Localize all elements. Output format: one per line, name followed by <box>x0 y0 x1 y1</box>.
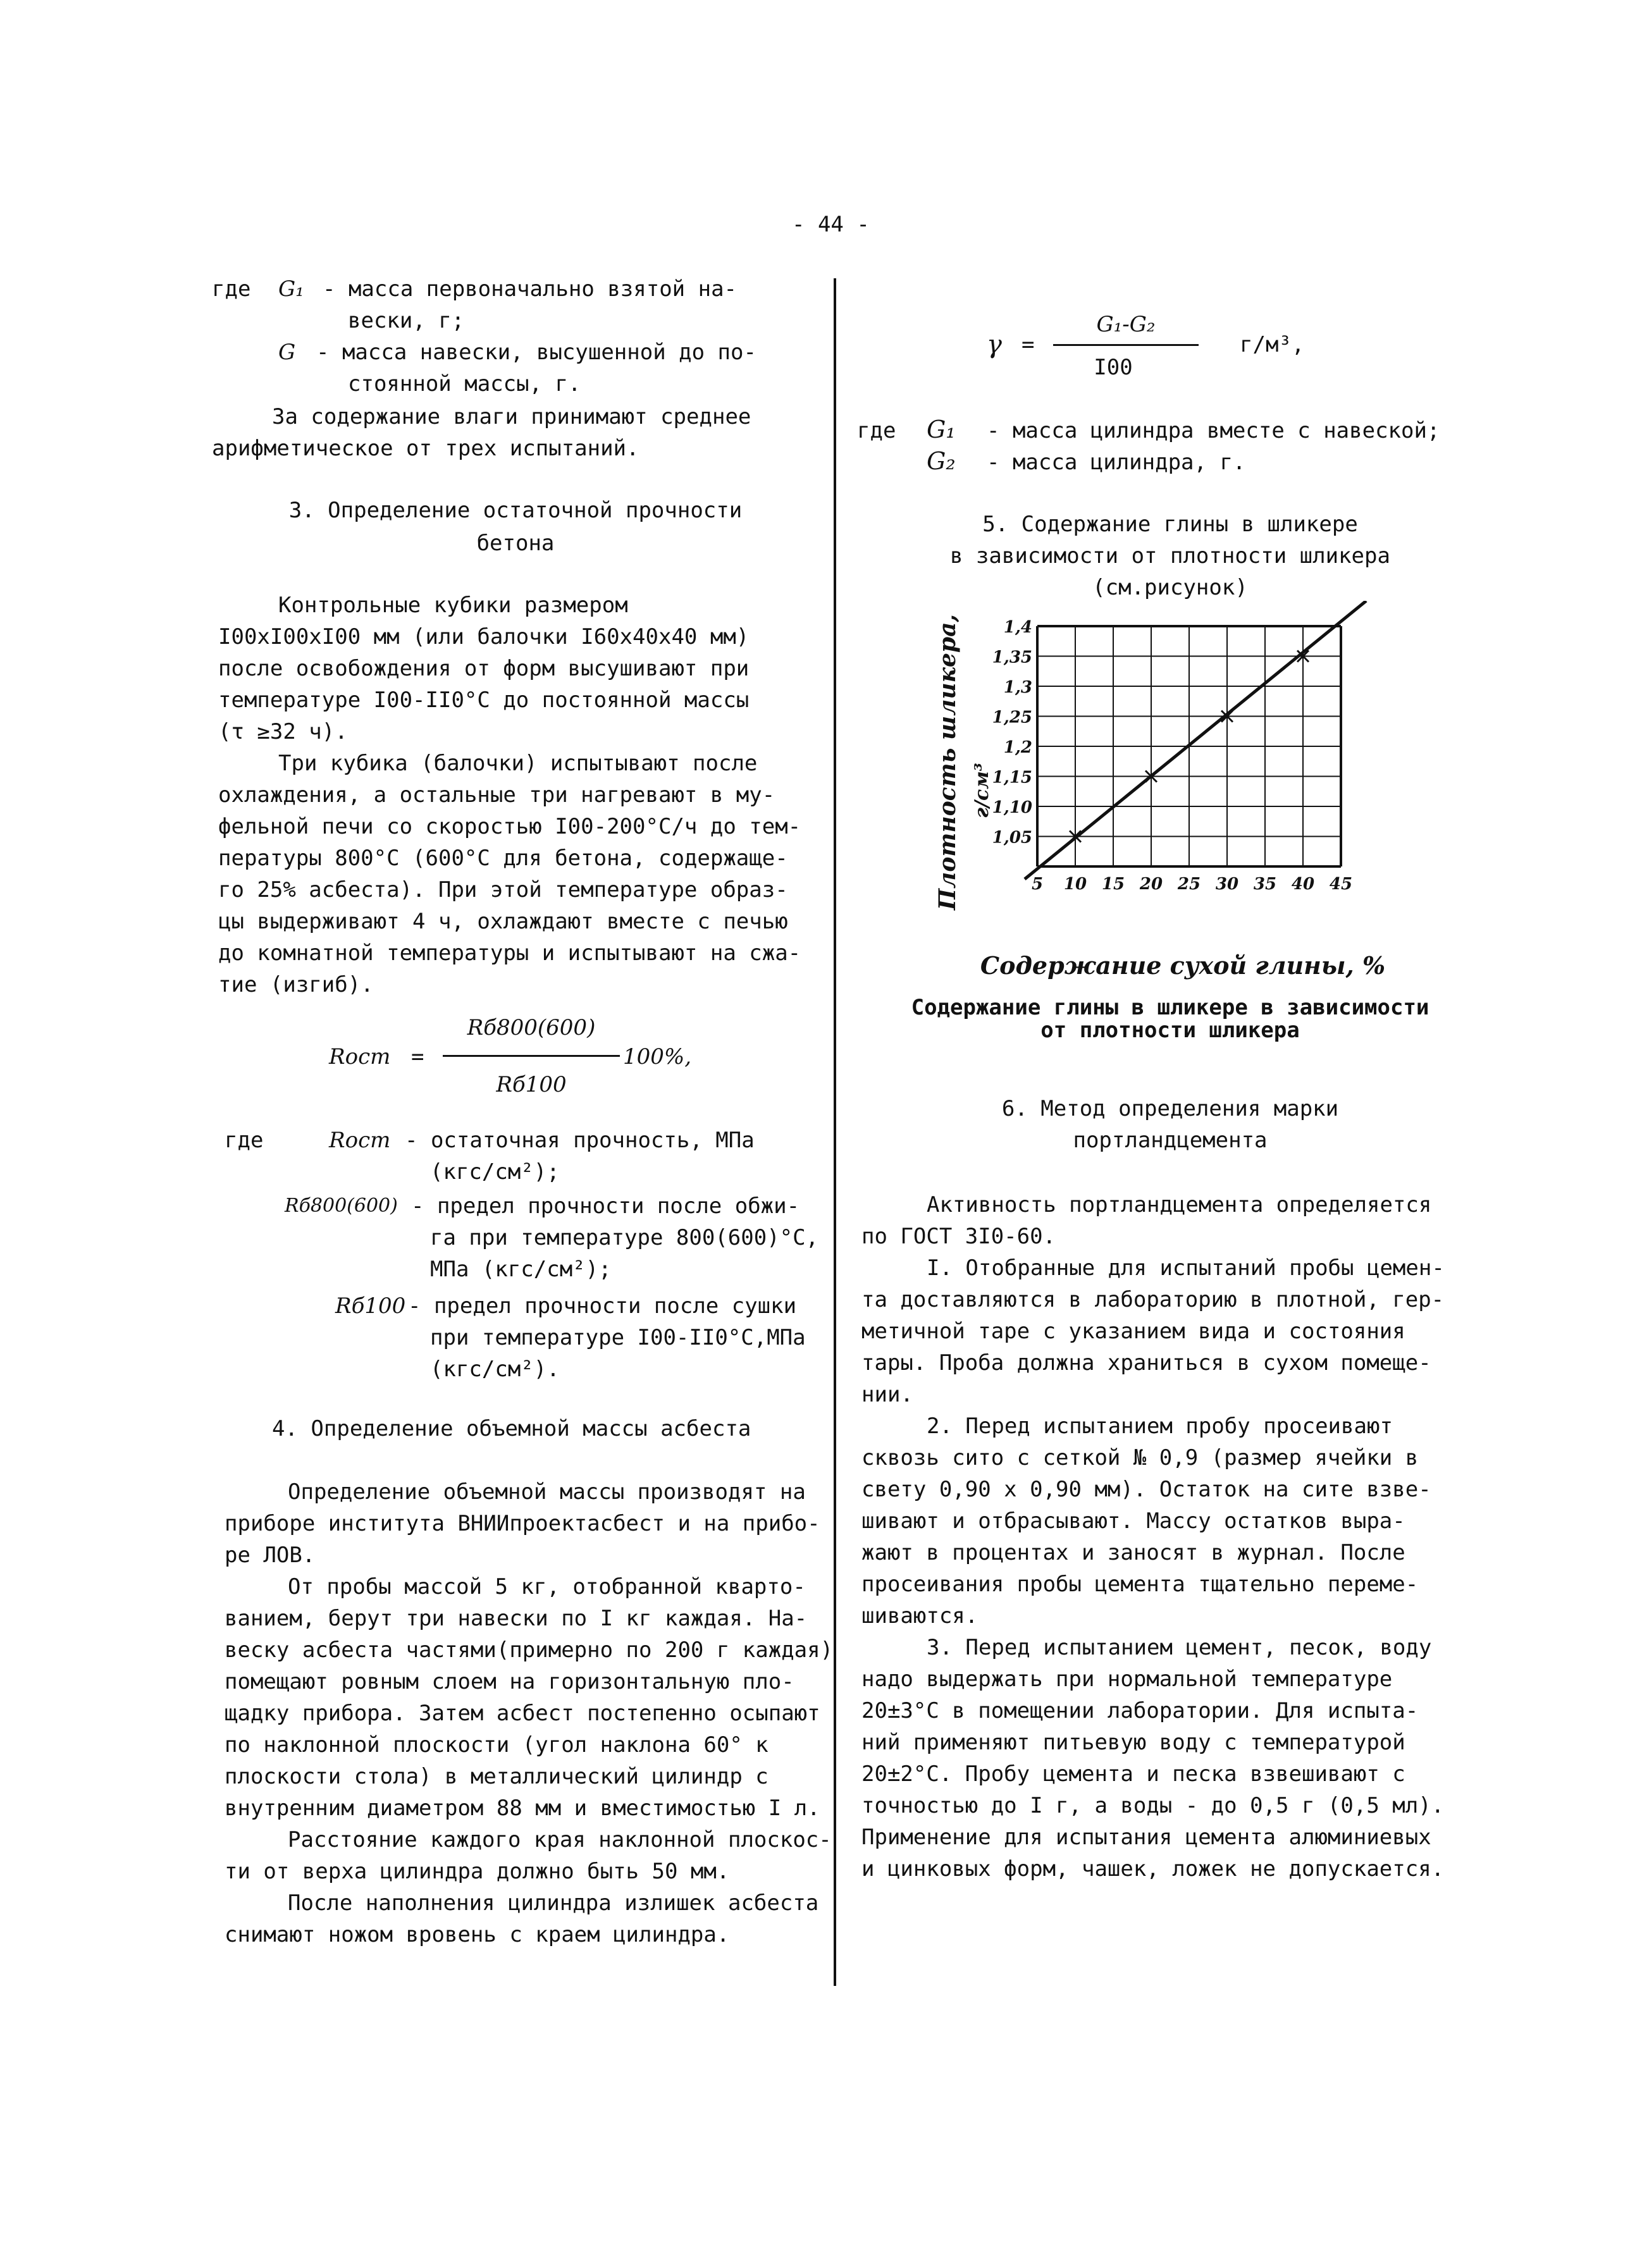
text-line: От пробы массой 5 кг, отобранной кварто- <box>288 1574 806 1599</box>
text-line: охлаждения, а остальные три нагревают в му- <box>218 782 775 808</box>
formula-equals: = <box>1022 332 1035 357</box>
text-line: шивают и отбрасывают. Массу остатков выра- <box>861 1508 1405 1534</box>
where-label: где <box>225 1128 264 1153</box>
text-line: просеивания пробы цемента тщательно переме- <box>861 1572 1419 1597</box>
formula-denominator: Rб100 <box>496 1072 567 1097</box>
text-line: свету 0,90 х 0,90 мм). Остаток на сите взве- <box>861 1477 1431 1502</box>
text-line: пературы 800°C (600°C для бетона, содержаще- <box>218 846 788 871</box>
text-line: I00xI00xI00 мм (или балочки I60x40x40 мм) <box>218 624 750 650</box>
symbol-rost: Rост <box>329 1128 391 1153</box>
text-line: та доставляются в лабораторию в плотной, гер- <box>861 1287 1445 1312</box>
section-5-title-cont: в зависимости от плотности шликера <box>950 543 1390 569</box>
text-line: точностью до I г, а воды - до 0,5 г (0,5 мл). <box>861 1793 1445 1818</box>
text-line: ванием, берут три навески по I кг каждая. На- <box>225 1606 808 1631</box>
x-tick-label: 40 <box>1291 875 1315 894</box>
symbol-r800: Rб800(600) <box>285 1195 398 1217</box>
text-line: Применение для испытания цемента алюминиевых <box>861 1825 1431 1850</box>
y-tick-label: 1,3 <box>1003 678 1032 697</box>
text-line: тары. Проба должна храниться в сухом помеще- <box>861 1350 1431 1376</box>
x-axis-ticks <box>1032 875 1352 894</box>
y-tick-label: 1,35 <box>992 648 1032 667</box>
section-3-title: 3. Определение остаточной прочности <box>288 498 743 523</box>
section-4-title: 4. Определение объемной массы асбеста <box>272 1416 751 1441</box>
def-r800: - предел прочности после обжи- <box>411 1193 800 1219</box>
formula-denominator: I00 <box>1094 355 1133 380</box>
symbol-g2: G₂ <box>927 447 956 475</box>
y-axis-ticks <box>992 618 1032 847</box>
text-line: внутренним диаметром 88 мм и вместимостью I л. <box>225 1796 820 1821</box>
chart-caption: Содержание глины в шликере в зависимости <box>911 995 1429 1020</box>
def-r100-cont: при температуре I00-II0°C,МПа <box>430 1325 806 1350</box>
fraction-bar <box>1053 344 1199 346</box>
section-3-title-cont: бетона <box>476 531 555 556</box>
column-divider <box>834 278 836 1986</box>
formula-unit: г/м³, <box>1240 332 1305 357</box>
y-tick-label: 1,2 <box>1003 738 1032 757</box>
page-number: - 44 - <box>792 212 870 237</box>
section-6-title: 6. Метод определения марки <box>1001 1096 1339 1121</box>
section-5-title: 5. Содержание глины в шликере <box>982 512 1358 537</box>
text-line: и цинковых форм, чашек, ложек не допускается. <box>861 1856 1445 1882</box>
fraction-bar <box>443 1055 620 1057</box>
text-line: приборе института ВНИИпроектасбест и на прибо- <box>225 1511 820 1536</box>
def-rost-cont: (кгс/см²); <box>430 1159 560 1185</box>
symbol-g1: G₁ <box>927 416 956 443</box>
def-r100-cont: (кгс/см²). <box>430 1357 560 1382</box>
def-g2: - масса цилиндра, г. <box>987 450 1246 475</box>
x-tick-label: 45 <box>1329 875 1353 894</box>
text-line: (τ ≥32 ч). <box>218 719 348 744</box>
text-line: После наполнения цилиндра излишек асбеста <box>288 1890 819 1916</box>
x-tick-label: 35 <box>1253 875 1277 894</box>
y-axis-unit: г/см³ <box>971 763 993 818</box>
y-tick-label: 1,15 <box>992 768 1032 787</box>
where-label: где <box>857 418 896 443</box>
density-chart <box>911 601 1417 993</box>
text-line: щадку прибора. Затем асбест постепенно осыпают <box>225 1701 820 1726</box>
formula-lhs: γ <box>987 330 1002 359</box>
text-line: до комнатной температуры и испытывают на сжа- <box>218 940 801 966</box>
text-line: ний применяют питьевую воду с температурой <box>861 1730 1405 1755</box>
def-g-cont: стоянной массы, г. <box>348 371 581 397</box>
def-g: - масса навески, высушенной до по- <box>316 340 756 365</box>
moisture-text-cont: арифметическое от трех испытаний. <box>212 436 639 461</box>
text-line: нии. <box>861 1382 913 1407</box>
text-line: Контрольные кубики размером <box>278 593 628 618</box>
text-line: температуре I00-II0°C до постоянной массы <box>218 687 750 713</box>
text-line: Определение объемной массы производят на <box>288 1479 806 1505</box>
def-g1-cont: вески, г; <box>348 308 465 333</box>
y-tick-label: 1,05 <box>992 828 1032 847</box>
x-tick-label: 10 <box>1063 875 1087 894</box>
text-line: после освобождения от форм высушивают при <box>218 656 750 681</box>
section-5-title-cont: (см.рисунок) <box>1092 575 1248 600</box>
def-r800-cont: га при температуре 800(600)°C, <box>430 1225 819 1250</box>
formula-numerator: G₁-G₂ <box>1096 312 1156 337</box>
def-g1: - масса первоначально взятой на- <box>323 276 738 302</box>
text-line: плоскости стола) в металлический цилиндр с <box>225 1764 769 1789</box>
symbol-g1: G₁ <box>278 276 304 302</box>
text-line: ре ЛОВ. <box>225 1543 316 1568</box>
text-line: снимают ножом вровень с краем цилиндра. <box>225 1922 730 1947</box>
text-line: Расстояние каждого края наклонной плоскос- <box>288 1827 832 1852</box>
text-line: цы выдерживают 4 ч, охлаждают вместе с печью <box>218 909 788 934</box>
y-tick-label: 1,10 <box>992 798 1032 817</box>
text-line: 3. Перед испытанием цемент, песок, воду <box>927 1635 1432 1660</box>
text-line: по наклонной плоскости (угол наклона 60° к <box>225 1732 769 1758</box>
text-line: помещают ровным слоем на горизонтальную пло- <box>225 1669 794 1694</box>
where-label: где <box>212 276 251 302</box>
symbol-g: G <box>278 340 296 365</box>
text-line: Активность портландцемента определяется <box>927 1192 1432 1217</box>
def-g1: - масса цилиндра вместе с навеской; <box>987 418 1440 443</box>
section-6-title-cont: портландцемента <box>1073 1128 1268 1153</box>
text-line: тие (изгиб). <box>218 972 374 997</box>
y-axis-label: Плотность шликера, <box>934 614 961 910</box>
x-tick-label: 5 <box>1031 875 1044 894</box>
text-line: веску асбеста частями(примерно по 200 г каждая) <box>225 1637 834 1663</box>
def-r100: - предел прочности после сушки <box>408 1293 797 1319</box>
text-line: ти от верха цилиндра должно быть 50 мм. <box>225 1859 730 1884</box>
moisture-text: За содержание влаги принимают среднее <box>272 404 751 429</box>
text-line: 2. Перед испытанием пробу просеивают <box>927 1414 1393 1439</box>
chart-caption-cont: от плотности шликера <box>1040 1018 1300 1043</box>
x-tick-label: 20 <box>1139 875 1163 894</box>
x-axis-label: Содержание сухой глины, % <box>980 951 1386 980</box>
x-tick-label: 15 <box>1101 875 1125 894</box>
text-line: надо выдержать при нормальной температуре <box>861 1667 1393 1692</box>
y-tick-label: 1,4 <box>1003 618 1032 637</box>
x-tick-label: 30 <box>1215 875 1239 894</box>
symbol-r100: Rб100 <box>335 1293 406 1319</box>
text-line: жают в процентах и заносят в журнал. После <box>861 1540 1405 1565</box>
text-line: Три кубика (балочки) испытывают после <box>278 751 758 776</box>
text-line: I. Отобранные для испытаний пробы цемен- <box>927 1255 1445 1281</box>
text-line: 20±3°C в помещении лаборатории. Для испыта- <box>861 1698 1419 1723</box>
text-line: по ГОСТ 3I0-60. <box>861 1224 1056 1249</box>
def-r800-cont: МПа (кгс/см²); <box>430 1257 612 1282</box>
text-line: фельной печи со скоростью I00-200°C/ч до тем- <box>218 814 801 839</box>
text-line: сквозь сито с сеткой № 0,9 (размер ячейки в <box>861 1445 1419 1470</box>
def-rost: - остаточная прочность, МПа <box>405 1128 755 1153</box>
text-line: го 25% асбеста). При этой температуре образ- <box>218 877 788 903</box>
text-line: 20±2°C. Пробу цемента и песка взвешивают с <box>861 1761 1405 1787</box>
x-tick-label: 25 <box>1177 875 1201 894</box>
formula-numerator: Rб800(600) <box>467 1015 596 1040</box>
formula-lhs: Rост <box>329 1044 391 1069</box>
formula-tail: 100%, <box>623 1044 692 1069</box>
y-tick-label: 1,25 <box>992 708 1032 727</box>
text-line: шиваются. <box>861 1603 978 1629</box>
text-line: метичной таре с указанием вида и состояния <box>861 1319 1405 1344</box>
formula-equals: = <box>411 1044 424 1069</box>
